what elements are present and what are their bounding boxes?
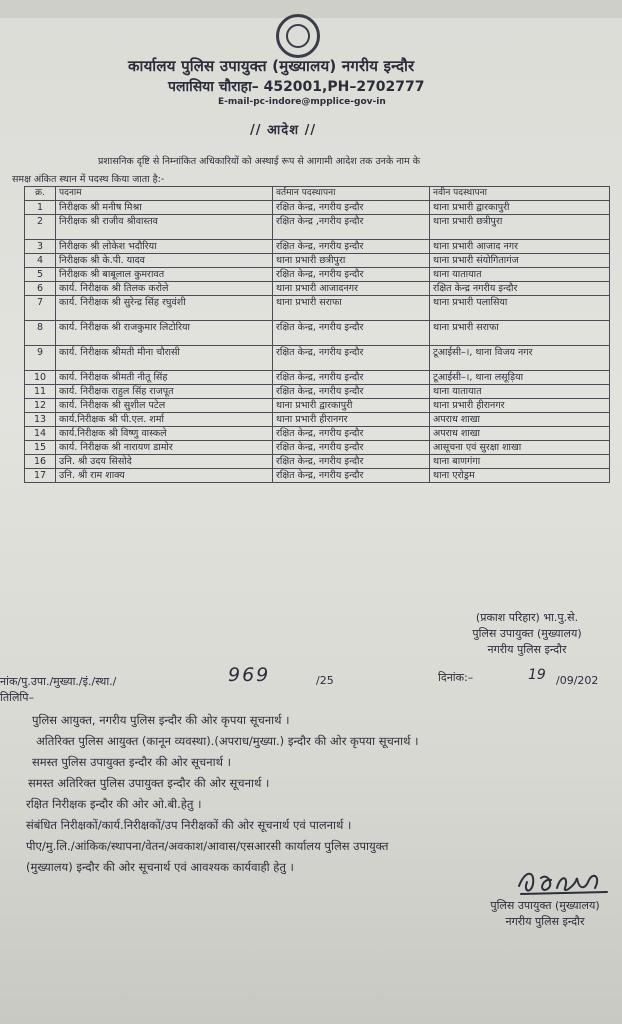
designation-cell: कार्य. निरीक्षक श्री सुशील पटेल — [56, 399, 273, 413]
serial-cell: 8 — [25, 321, 56, 346]
table-header-row — [25, 187, 610, 201]
serial-cell: 13 — [25, 413, 56, 427]
copy-item: संबंधित निरीक्षकों/कार्य.निरीक्षकों/उप निरीक्षकों की ओर सूचनार्थ एवं पालनार्थ । — [26, 818, 352, 832]
copy-item: समस्त पुलिस उपायुक्त इन्दौर की ओर सूचनार्थ । — [32, 755, 231, 769]
date-label: दिनांक:– — [438, 671, 474, 684]
serial-cell: 6 — [25, 282, 56, 296]
current-posting-cell: रक्षित केन्द्र, नगरीय इन्दौर — [273, 240, 430, 254]
table-row — [25, 413, 610, 427]
new-posting-cell: रक्षित केन्द्र नगरीय इन्दौर — [430, 282, 610, 296]
table-row — [25, 455, 610, 469]
table-row — [25, 296, 610, 321]
new-posting-cell: थाना यातायात — [430, 385, 610, 399]
serial-cell: 15 — [25, 441, 56, 455]
signature-block-2 — [470, 898, 620, 930]
table-row — [25, 427, 610, 441]
handwritten-signature — [515, 866, 611, 900]
new-posting-cell: थाना प्रभारी आजाद नगर — [430, 240, 610, 254]
intro-line-2: समक्ष अंकित स्थान में पदस्थ किया जाता है:- — [12, 174, 165, 185]
designation-cell: निरीक्षक श्री लोकेश भदौरिया — [56, 240, 273, 254]
signatory-name: (प्रकाश परिहार) भा.पु.से. — [475, 611, 579, 624]
signatory-place-2: नगरीय पुलिस इन्दौर — [505, 915, 585, 928]
order-title: // आदेश // — [250, 123, 317, 138]
current-posting-cell: थाना प्रभारी छत्रीपुरा — [273, 254, 430, 268]
serial-cell: 9 — [25, 346, 56, 371]
current-posting-cell: थाना प्रभारी हीरानगर — [273, 413, 430, 427]
table-row — [25, 469, 610, 483]
designation-cell: कार्य. निरीक्षक श्री नारायण डामोर — [56, 441, 273, 455]
designation-cell: कार्य. निरीक्षक राहुल सिंह राजपूत — [56, 385, 273, 399]
table-row — [25, 346, 610, 371]
serial-cell: 3 — [25, 240, 56, 254]
serial-cell: 5 — [25, 268, 56, 282]
reference-year: /25 — [316, 674, 334, 687]
current-posting-cell: रक्षित केन्द्र, नगरीय इन्दौर — [273, 385, 430, 399]
new-posting-cell: टूआईसी–।, थाना लसूड़िया — [430, 371, 610, 385]
serial-cell: 17 — [25, 469, 56, 483]
page-top-shadow — [0, 0, 622, 18]
signatory-designation-2: पुलिस उपायुक्त (मुख्यालय) — [490, 899, 600, 912]
table-row — [25, 254, 610, 268]
header-designation: पदनाम — [56, 187, 273, 201]
header-serial: क्र. — [25, 187, 56, 201]
office-name: कार्यालय पुलिस उपायुक्त (मुख्यालय) नगरीय इन्दौर — [128, 57, 415, 75]
police-emblem-icon — [276, 14, 320, 58]
table-row — [25, 201, 610, 215]
copy-item: (मुख्यालय) इन्दौर की ओर सूचनार्थ एवं आवश्यक कार्यवाही हेतु । — [26, 860, 294, 874]
current-posting-cell: रक्षित केन्द्र, नगरीय इन्दौर — [273, 321, 430, 346]
copy-item: पीए/मु.लि./आंकिक/स्थापना/वेतन/अवकाश/आवास/एसआरसी कार्यालय पुलिस उपायुक्त — [26, 839, 389, 853]
designation-cell: निरीक्षक श्री राजीव श्रीवास्तव — [56, 215, 273, 240]
current-posting-cell: रक्षित केन्द्र, नगरीय इन्दौर — [273, 427, 430, 441]
table-row — [25, 268, 610, 282]
current-posting-cell: रक्षित केन्द्र, नगरीय इन्दौर — [273, 441, 430, 455]
table-row — [25, 385, 610, 399]
designation-cell: उनि. श्री उदय सिसोदे — [56, 455, 273, 469]
new-posting-cell: थाना प्रभारी संयोगितागंज — [430, 254, 610, 268]
header-current-posting: वर्तमान पदस्थापना — [273, 187, 430, 201]
serial-cell: 11 — [25, 385, 56, 399]
new-posting-cell: आसूचना एवं सुरक्षा शाखा — [430, 441, 610, 455]
office-address: पलासिया चौराहा– 452001,PH–2702777 — [168, 79, 425, 95]
table-row — [25, 215, 610, 240]
copy-item: पुलिस आयुक्त, नगरीय पुलिस इन्दौर की ओर कृपया सूचनार्थ । — [32, 713, 290, 727]
current-posting-cell: थाना प्रभारी आजादनगर — [273, 282, 430, 296]
office-email: E-mail-pc-indore@mpplice-gov-in — [218, 97, 386, 107]
new-posting-cell: थाना प्रभारी द्वारकापुरी — [430, 201, 610, 215]
designation-cell: निरीक्षक श्री बाबूलाल कुमरावत — [56, 268, 273, 282]
current-posting-cell: रक्षित केन्द्र, नगरीय इन्दौर — [273, 346, 430, 371]
current-posting-cell: रक्षित केन्द्र, नगरीय इन्दौर — [273, 268, 430, 282]
new-posting-cell: टूआईसी–।, थाना विजय नगर — [430, 346, 610, 371]
date-rest: /09/202 — [556, 674, 599, 687]
current-posting-cell: रक्षित केन्द्र, नगरीय इन्दौर — [273, 371, 430, 385]
serial-cell: 10 — [25, 371, 56, 385]
current-posting-cell: रक्षित केन्द्र, नगरीय इन्दौर — [273, 469, 430, 483]
serial-cell: 4 — [25, 254, 56, 268]
current-posting-cell: थाना प्रभारी द्वारकापुरी — [273, 399, 430, 413]
serial-cell: 14 — [25, 427, 56, 441]
table-row — [25, 282, 610, 296]
designation-cell: निरीक्षक श्री के.पी. यादव — [56, 254, 273, 268]
copy-label: तिलिपि– — [0, 691, 35, 704]
intro-line-1: प्रशासनिक दृष्टि से निम्नांकित अधिकारियों को अस्थाई रूप से आगामी आदेश तक उनके नाम के — [98, 156, 420, 167]
current-posting-cell: रक्षित केन्द्र, नगरीय इन्दौर — [273, 455, 430, 469]
designation-cell: कार्य. निरीक्षक श्रीमती नीतू सिंह — [56, 371, 273, 385]
serial-cell: 7 — [25, 296, 56, 321]
copy-list — [26, 710, 419, 878]
table-row — [25, 240, 610, 254]
signature-block-1 — [432, 610, 622, 658]
serial-cell: 12 — [25, 399, 56, 413]
new-posting-cell: थाना प्रभारी हीरानगर — [430, 399, 610, 413]
new-posting-cell: थाना प्रभारी पलासिया — [430, 296, 610, 321]
designation-cell: कार्य.निरीक्षक श्री विष्णु वास्कले — [56, 427, 273, 441]
table-row — [25, 321, 610, 346]
new-posting-cell: थाना एरोड्रम — [430, 469, 610, 483]
signatory-designation: पुलिस उपायुक्त (मुख्यालय) — [472, 627, 582, 640]
new-posting-cell: अपराध शाखा — [430, 413, 610, 427]
table-row — [25, 399, 610, 413]
copy-item: रक्षित निरीक्षक इन्दौर की ओर ओ.बी.हेतु । — [26, 797, 202, 811]
copy-item: अतिरिक्त पुलिस आयुक्त (कानून व्यवस्था).(अपराध/मुख्या.) इन्दौर की ओर कृपया सूचनार्थ । — [36, 734, 419, 748]
new-posting-cell: अपराध शाखा — [430, 427, 610, 441]
serial-cell: 1 — [25, 201, 56, 215]
new-posting-cell: थाना बाणगंगा — [430, 455, 610, 469]
current-posting-cell: थाना प्रभारी सराफा — [273, 296, 430, 321]
current-posting-cell: रक्षित केन्द्र, नगरीय इन्दौर — [273, 201, 430, 215]
designation-cell: कार्य.निरीक्षक श्री पी.एल. शर्मा — [56, 413, 273, 427]
signatory-place: नगरीय पुलिस इन्दौर — [487, 643, 567, 656]
designation-cell: कार्य. निरीक्षक श्री सुरेन्द्र सिंह रघुवंशी — [56, 296, 273, 321]
serial-cell: 16 — [25, 455, 56, 469]
posting-table — [24, 186, 610, 483]
designation-cell: कार्य. निरीक्षक श्रीमती मीना चौरासी — [56, 346, 273, 371]
current-posting-cell: रक्षित केन्द्र ,नगरीय इन्दौर — [273, 215, 430, 240]
designation-cell: कार्य. निरीक्षक श्री तिलक करोले — [56, 282, 273, 296]
table-row — [25, 371, 610, 385]
new-posting-cell: थाना प्रभारी छत्रीपुरा — [430, 215, 610, 240]
copy-item: समस्त अतिरिक्त पुलिस उपायुक्त इन्दौर की ओर सूचनार्थ । — [28, 776, 270, 790]
designation-cell: निरीक्षक श्री मनीष मिश्रा — [56, 201, 273, 215]
reference-prefix: नांक/पु.उपा./मुख्या./इं./स्था./ — [0, 675, 117, 688]
new-posting-cell: थाना यातायात — [430, 268, 610, 282]
header-new-posting: नवीन पदस्थापना — [430, 187, 610, 201]
reference-number: 969 — [228, 664, 271, 686]
date-day: 19 — [528, 667, 546, 683]
designation-cell: उनि. श्री राम शाक्य — [56, 469, 273, 483]
serial-cell: 2 — [25, 215, 56, 240]
table-row — [25, 441, 610, 455]
designation-cell: कार्य. निरीक्षक श्री राजकुमार लिटोरिया — [56, 321, 273, 346]
new-posting-cell: थाना प्रभारी सराफा — [430, 321, 610, 346]
